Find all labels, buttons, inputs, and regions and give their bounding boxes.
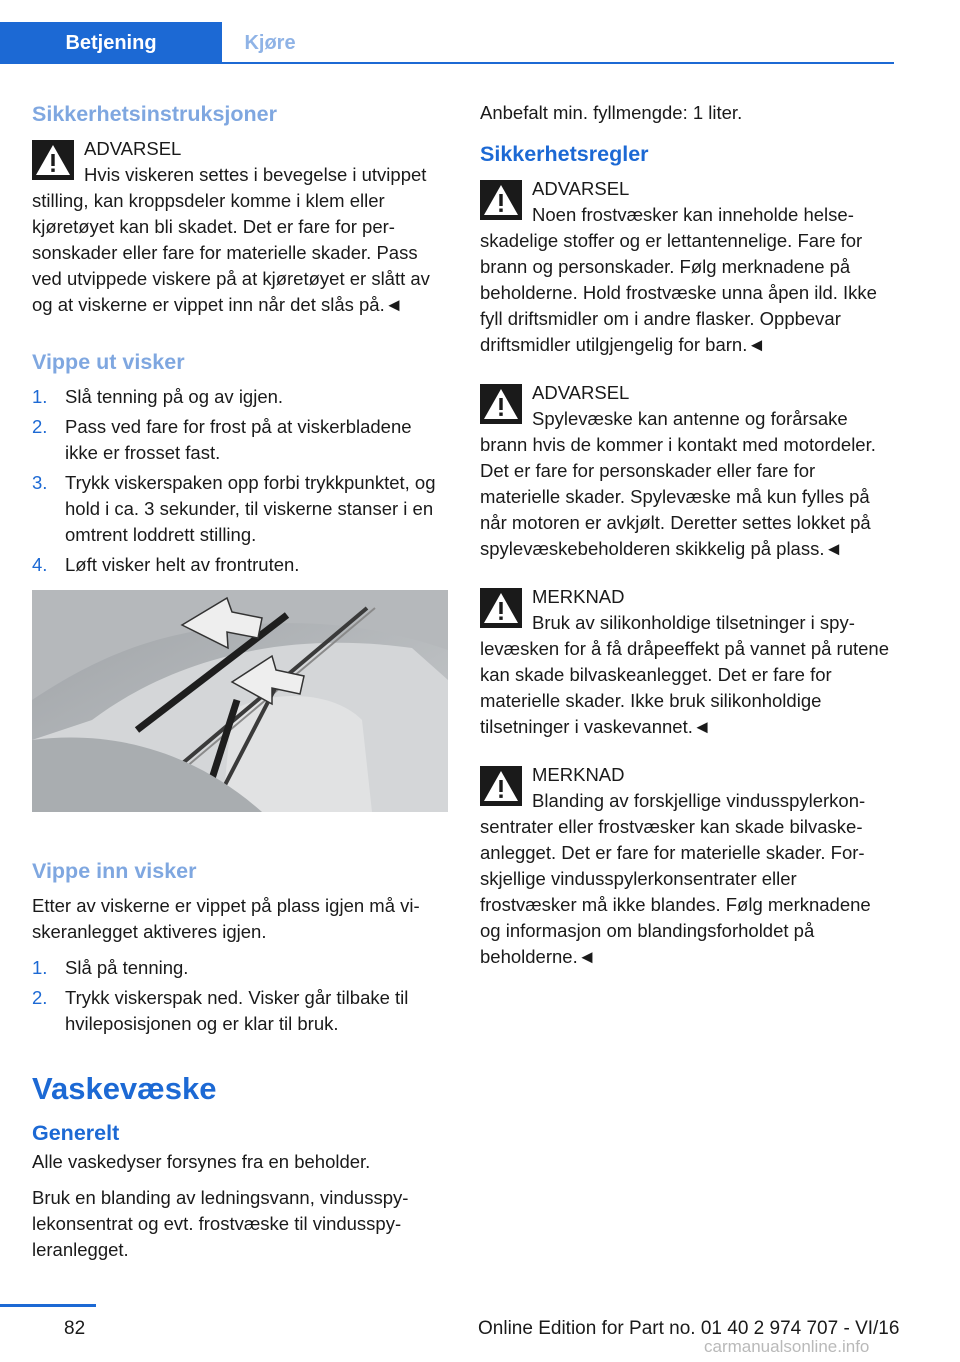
left-column	[32, 100, 448, 1273]
tab-betjening[interactable]: Betjening	[0, 22, 222, 62]
edition-text: Online Edition for Part no. 01 40 2 974 707 - VI/16	[478, 1318, 900, 1339]
warning-text: Spylevæske kan antenne og forårsake brann hvis de kommer i kontakt med motordeler. Det er fare for personskader eller fare for materielle skader. Spylevæske må kun fylles på når motoren er avkjølt. Deretter settes lokket på spylevæskebeholderen skikkelig på plass.◄	[480, 408, 876, 559]
general-heading: Generelt	[32, 1121, 120, 1145]
list-item: 2. Pass ved fare for frost på at viskerbladene ikke er frosset fast.	[32, 416, 412, 463]
fold-out-steps	[32, 384, 448, 578]
warning-text: Hvis viskeren settes i bevegelse i utvippet stilling, kan kroppsdeler komme i klem eller kjøretøyet kan bli skadet. Det er fare for personskader eller fare for materielle skader. Pass ved utvippede viskere på at kjøretøyet er slått av og at viskerne er vippet inn når det slås på.◄	[32, 164, 430, 315]
fold-in-steps	[32, 955, 448, 1037]
note-text: Blanding av forskjellige vindusspylerkonsentrater eller frostvæsker kan skade bilvaskeanlegget. Det er fare for materielle skader. Forskjellige vindusspylerkonsentrater eller frostvæsker må ikke blandes. Følg merknadene og informasjon om blandingsforholdet på beholderne.◄	[480, 790, 871, 967]
note-block	[480, 762, 896, 970]
min-fill-text: Anbefalt min. fyllmengde: 1 liter.	[480, 102, 743, 123]
safety-rules-heading: Sikkerhetsregler	[480, 142, 649, 166]
header-tab-bar	[0, 22, 894, 64]
washer-fluid-heading: Vaskevæske	[32, 1071, 217, 1106]
footer-rule	[0, 1304, 96, 1307]
warning-triangle-icon	[480, 588, 522, 628]
warning-block	[32, 136, 448, 318]
note-title: MERKNAD	[532, 586, 625, 607]
fold-out-heading: Vippe ut visker	[32, 350, 185, 374]
fold-in-heading: Vippe inn visker	[32, 859, 197, 883]
warning-title: ADVARSEL	[532, 382, 630, 403]
warning-block	[480, 380, 896, 562]
list-item: 1. Slå på tenning.	[32, 957, 189, 978]
warning-triangle-icon	[480, 766, 522, 806]
right-column	[480, 100, 896, 980]
warning-triangle-icon	[480, 384, 522, 424]
note-title: MERKNAD	[532, 764, 625, 785]
list-item: 1. Slå tenning på og av igjen.	[32, 386, 284, 407]
page-number: 82	[64, 1318, 86, 1339]
warning-block	[480, 176, 896, 358]
warning-title: ADVARSEL	[532, 178, 630, 199]
wiper-fold-out-illustration	[32, 590, 448, 812]
list-item: 2. Trykk viskerspak ned. Visker går tilbake til hvileposisjonen og er klar til bruk.	[32, 987, 409, 1034]
tab-kjore[interactable]: Kjøre	[244, 32, 296, 54]
warning-triangle-icon	[480, 180, 522, 220]
general-paragraph-1: Alle vaskedyser forsynes fra en beholder.	[32, 1151, 371, 1172]
fold-in-intro: Etter av viskerne er vippet på plass igjen må viskeranlegget aktiveres igjen.	[32, 895, 420, 942]
note-block	[480, 584, 896, 740]
warning-title: ADVARSEL	[84, 138, 182, 159]
list-item: 4. Løft visker helt av frontruten.	[32, 554, 300, 575]
safety-heading: Sikkerhetsinstruksjoner	[32, 102, 277, 126]
general-paragraph-2: Bruk en blanding av ledningsvann, vindusspylekonsentrat og evt. frostvæske til vindusspyleranlegget.	[32, 1187, 409, 1260]
warning-text: Noen frostvæsker kan inneholde helseskadelige stoffer og er lettantennelige. Fare for brann og personskader. Følg merknadene på beholderne. Hold frostvæske unna åpen ild. Ikke fyll driftsmidler om i andre flasker. Oppbevar driftsmidler utilgjengelig for barn.◄	[480, 204, 877, 355]
note-text: Bruk av silikonholdige tilsetninger i spylevæsken for å få dråpeeffekt på vannet på rutene kan skade bilvaskeanlegget. Det er fare for materielle skader. Ikke bruk silikonholdige tilsetninger i vaskevannet.◄	[480, 612, 889, 737]
watermark: carmanualsonline.info	[704, 1337, 870, 1356]
list-item: 3. Trykk viskerspaken opp forbi trykkpunktet, og hold i ca. 3 sekunder, til viskerne stanser i en omtrent loddrett stilling.	[32, 472, 436, 545]
warning-triangle-icon	[32, 140, 74, 180]
